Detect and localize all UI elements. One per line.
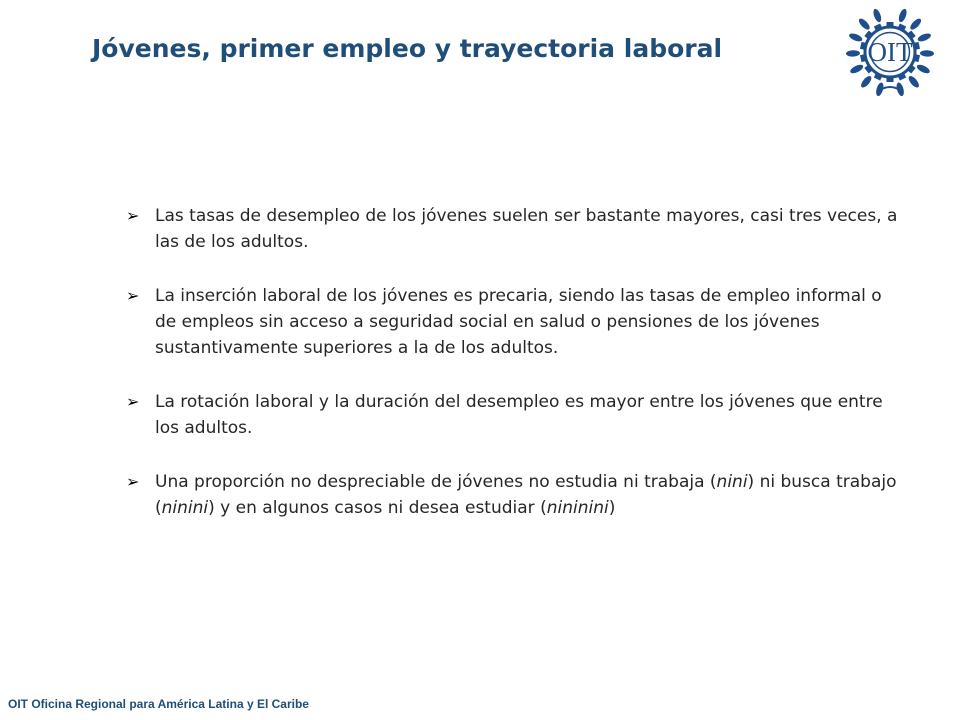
oit-logo-icon [837, 8, 943, 96]
term-nininini: nininini [546, 498, 609, 518]
footer-text: OIT Oficina Regional para América Latina y El Caribe [8, 697, 309, 711]
bullet-text: La rotación laboral y la duración del desempleo es mayor entre los jóvenes que entre los adultos. [155, 392, 883, 438]
slide-title: Jóvenes, primer empleo y trayectoria laboral [92, 34, 723, 63]
bullet-text: La inserción laboral de los jóvenes es precaria, siendo las tasas de empleo informal o de empleos sin acceso a seguridad social en salud o pensiones de los jóvenes sustantivamente superiores a la de los adultos. [155, 286, 882, 358]
list-item [126, 469, 906, 521]
bullet-list [126, 203, 906, 549]
list-item [126, 283, 906, 361]
logo-text: OIT [867, 37, 913, 67]
bullet-text: Las tasas de desempleo de los jóvenes suelen ser bastante mayores, casi tres veces, a las de los adultos. [155, 206, 898, 252]
list-item [126, 389, 906, 441]
arrowhead-bullet-icon: ➢ [126, 206, 140, 225]
list-item [126, 203, 906, 255]
arrowhead-bullet-icon: ➢ [126, 286, 140, 305]
arrowhead-bullet-icon: ➢ [126, 392, 140, 411]
bullet-text: Una proporción no despreciable de jóvenes no estudia ni trabaja (nini) ni busca trabajo (ninini) y en algunos casos ni desea estudiar (nininini) [155, 472, 897, 518]
term-nini: nini [716, 472, 748, 492]
term-ninini: ninini [161, 498, 209, 518]
arrowhead-bullet-icon: ➢ [126, 472, 140, 491]
